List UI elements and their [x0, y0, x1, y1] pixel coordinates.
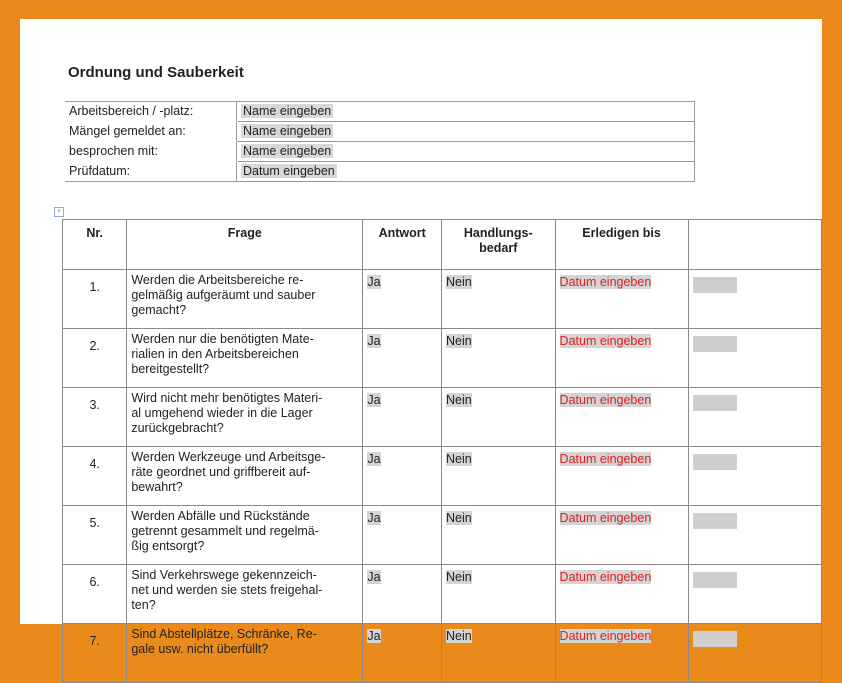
action-needed-cell[interactable] [442, 565, 556, 624]
question-text: Werden die Arbeitsbereiche re- gelmäßig aufgeräumt und sauber gemacht? [127, 270, 363, 329]
due-date-field[interactable]: Datum eingeben [559, 275, 652, 289]
answer-cell[interactable] [363, 565, 442, 624]
extra-cell[interactable] [688, 447, 821, 506]
extra-cell[interactable] [688, 329, 821, 388]
answer-field[interactable]: Ja [367, 275, 381, 289]
question-text: Werden Werkzeuge und Arbeitsge- räte geordnet und griffbereit auf- bewahrt? [127, 447, 363, 506]
due-date-cell[interactable] [555, 506, 688, 565]
info-value-field[interactable]: Name eingeben [243, 144, 332, 158]
table-header-row [63, 220, 822, 270]
info-value-field[interactable]: Name eingeben [243, 124, 332, 138]
header-frage: Frage [127, 220, 363, 270]
due-date-field[interactable]: Datum eingeben [559, 629, 652, 643]
action-needed-cell[interactable] [442, 388, 556, 447]
row-number: 6. [63, 565, 127, 624]
info-value-cell[interactable] [237, 142, 695, 162]
info-label: Mängel gemeldet an: [65, 122, 237, 142]
action-needed-field[interactable]: Nein [446, 334, 472, 348]
answer-field[interactable]: Ja [367, 629, 381, 643]
answer-cell[interactable] [363, 447, 442, 506]
checklist-table [62, 219, 822, 683]
extra-field[interactable] [693, 395, 737, 411]
info-label: besprochen mit: [65, 142, 237, 162]
action-needed-field[interactable]: Nein [446, 275, 472, 289]
table-row [63, 447, 822, 506]
extra-field[interactable] [693, 336, 737, 352]
answer-cell[interactable] [363, 270, 442, 329]
due-date-field[interactable]: Datum eingeben [559, 334, 652, 348]
action-needed-cell[interactable] [442, 447, 556, 506]
due-date-field[interactable]: Datum eingeben [559, 511, 652, 525]
extra-cell[interactable] [688, 270, 821, 329]
answer-cell[interactable] [363, 506, 442, 565]
info-table [65, 101, 695, 182]
table-row [63, 506, 822, 565]
extra-cell[interactable] [688, 506, 821, 565]
info-label: Arbeitsbereich / -platz: [65, 102, 237, 122]
due-date-field[interactable]: Datum eingeben [559, 393, 652, 407]
header-handlungsbedarf: Handlungs- bedarf [442, 220, 556, 270]
header-antwort: Antwort [363, 220, 442, 270]
extra-cell[interactable] [688, 388, 821, 447]
action-needed-cell[interactable] [442, 329, 556, 388]
action-needed-cell[interactable] [442, 506, 556, 565]
row-number: 1. [63, 270, 127, 329]
due-date-cell[interactable] [555, 329, 688, 388]
action-needed-field[interactable]: Nein [446, 393, 472, 407]
table-row [63, 270, 822, 329]
table-row [63, 329, 822, 388]
row-number: 7. [63, 624, 127, 683]
due-date-field[interactable]: Datum eingeben [559, 570, 652, 584]
table-move-handle-icon[interactable]: + [54, 207, 64, 217]
extra-field[interactable] [693, 572, 737, 588]
extra-field[interactable] [693, 513, 737, 529]
info-label: Prüfdatum: [65, 162, 237, 182]
due-date-field[interactable]: Datum eingeben [559, 452, 652, 466]
row-number: 4. [63, 447, 127, 506]
info-value-field[interactable]: Datum eingeben [243, 164, 335, 178]
extra-field[interactable] [693, 454, 737, 470]
question-text: Sind Verkehrswege gekennzeich- net und werden sie stets freigehal- ten? [127, 565, 363, 624]
info-value-cell[interactable] [237, 162, 695, 182]
due-date-cell[interactable] [555, 388, 688, 447]
table-row [63, 388, 822, 447]
due-date-cell[interactable] [555, 624, 688, 683]
header-nr: Nr. [63, 220, 127, 270]
action-needed-field[interactable]: Nein [446, 511, 472, 525]
row-number: 3. [63, 388, 127, 447]
action-needed-cell[interactable] [442, 624, 556, 683]
extra-cell[interactable] [688, 624, 821, 683]
row-number: 2. [63, 329, 127, 388]
due-date-cell[interactable] [555, 270, 688, 329]
extra-field[interactable] [693, 631, 737, 647]
document-page [20, 19, 822, 656]
info-value-cell[interactable] [237, 102, 695, 122]
question-text: Sind Abstellplätze, Schränke, Re- gale usw. nicht überfüllt? [127, 624, 363, 683]
answer-cell[interactable] [363, 624, 442, 683]
answer-field[interactable]: Ja [367, 570, 381, 584]
action-needed-cell[interactable] [442, 270, 556, 329]
header-blank [688, 220, 821, 270]
answer-cell[interactable] [363, 388, 442, 447]
answer-field[interactable]: Ja [367, 393, 381, 407]
answer-field[interactable]: Ja [367, 334, 381, 348]
action-needed-field[interactable]: Nein [446, 629, 472, 643]
due-date-cell[interactable] [555, 447, 688, 506]
document-title: Ordnung und Sauberkeit [68, 64, 244, 81]
question-text: Wird nicht mehr benötigtes Materi- al umgehend wieder in die Lager zurückgebracht? [127, 388, 363, 447]
info-row [65, 122, 695, 142]
table-row [63, 565, 822, 624]
answer-field[interactable]: Ja [367, 452, 381, 466]
extra-cell[interactable] [688, 565, 821, 624]
info-value-cell[interactable] [237, 122, 695, 142]
question-text: Werden Abfälle und Rückstände getrennt gesammelt und regelmä- ßig entsorgt? [127, 506, 363, 565]
action-needed-field[interactable]: Nein [446, 452, 472, 466]
info-row [65, 142, 695, 162]
action-needed-field[interactable]: Nein [446, 570, 472, 584]
info-row [65, 102, 695, 122]
info-value-field[interactable]: Name eingeben [243, 104, 332, 118]
question-text: Werden nur die benötigten Mate- rialien in den Arbeitsbereichen bereitgestellt? [127, 329, 363, 388]
table-row [63, 624, 822, 683]
header-erledigen-bis: Erledigen bis [555, 220, 688, 270]
extra-field[interactable] [693, 277, 737, 293]
row-number: 5. [63, 506, 127, 565]
due-date-cell[interactable] [555, 565, 688, 624]
answer-field[interactable]: Ja [367, 511, 381, 525]
answer-cell[interactable] [363, 329, 442, 388]
info-row [65, 162, 695, 182]
